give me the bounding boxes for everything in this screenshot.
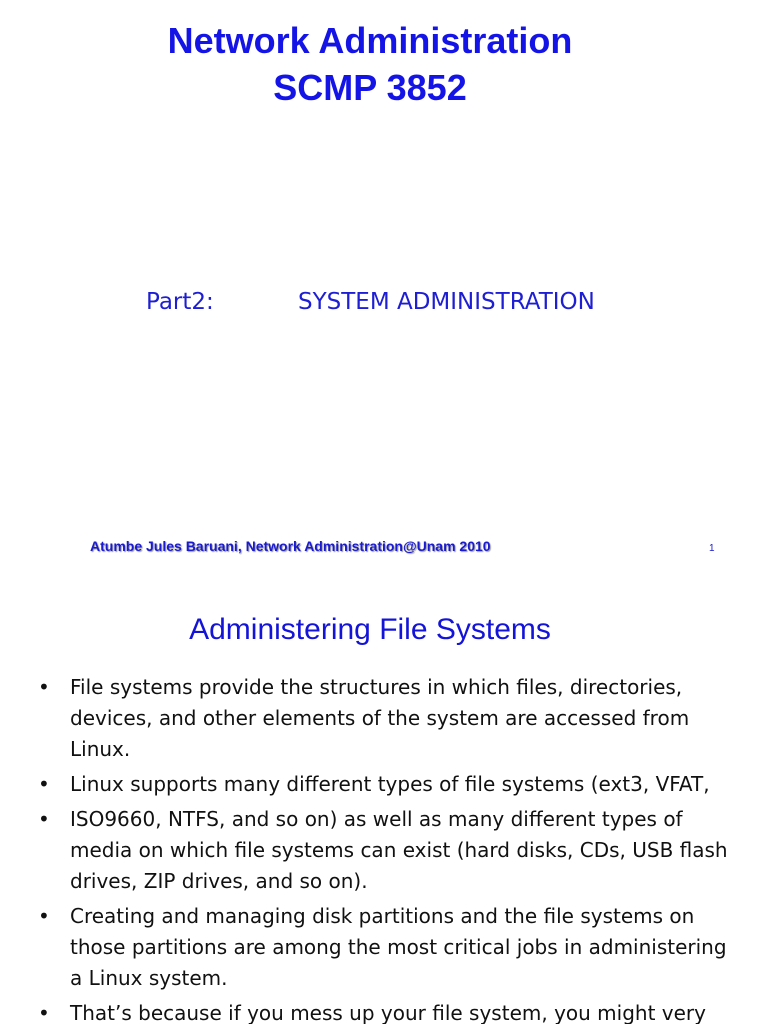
bullet-text: ISO9660, NTFS, and so on) as well as many different types of media on which file systems can exist (hard disks, CDs, USB flash drives, ZIP drives, and so on). <box>70 807 728 893</box>
bullet-icon: • <box>38 807 50 831</box>
bullet-icon: • <box>38 904 50 928</box>
slide-2-title: Administering File Systems <box>189 613 551 646</box>
bullet-item <box>0 672 730 765</box>
bullet-list <box>0 672 768 1024</box>
slide-page-number: 1 <box>709 543 715 554</box>
bullet-icon: • <box>38 1001 50 1024</box>
bullet-text: Creating and managing disk partitions and the file systems on those partitions are among the most critical jobs in administering a Linux system. <box>70 904 727 990</box>
part-title: SYSTEM ADMINISTRATION <box>298 289 595 315</box>
slide-2 <box>0 576 768 1024</box>
bullet-item <box>0 769 730 800</box>
bullet-text: Linux supports many different types of file systems (ext3, VFAT, <box>70 772 710 796</box>
slide-footer: Atumbe Jules Baruani, Network Administration@Unam 2010 <box>90 538 491 554</box>
bullet-icon: • <box>38 772 50 796</box>
slide-title-line-1: Network Administration <box>167 20 573 61</box>
bullet-item <box>0 901 730 994</box>
bullet-item <box>0 804 730 897</box>
bullet-text: That’s because if you mess up your file system, you might very <box>70 1001 706 1024</box>
slide-title-line-2: SCMP 3852 <box>273 67 467 108</box>
bullet-item <box>0 998 730 1024</box>
bullet-text: File systems provide the structures in which files, directories, devices, and other elements of the system are accessed from Linux. <box>70 675 690 761</box>
part-number: Part2: <box>146 289 214 315</box>
bullet-icon: • <box>38 675 50 699</box>
